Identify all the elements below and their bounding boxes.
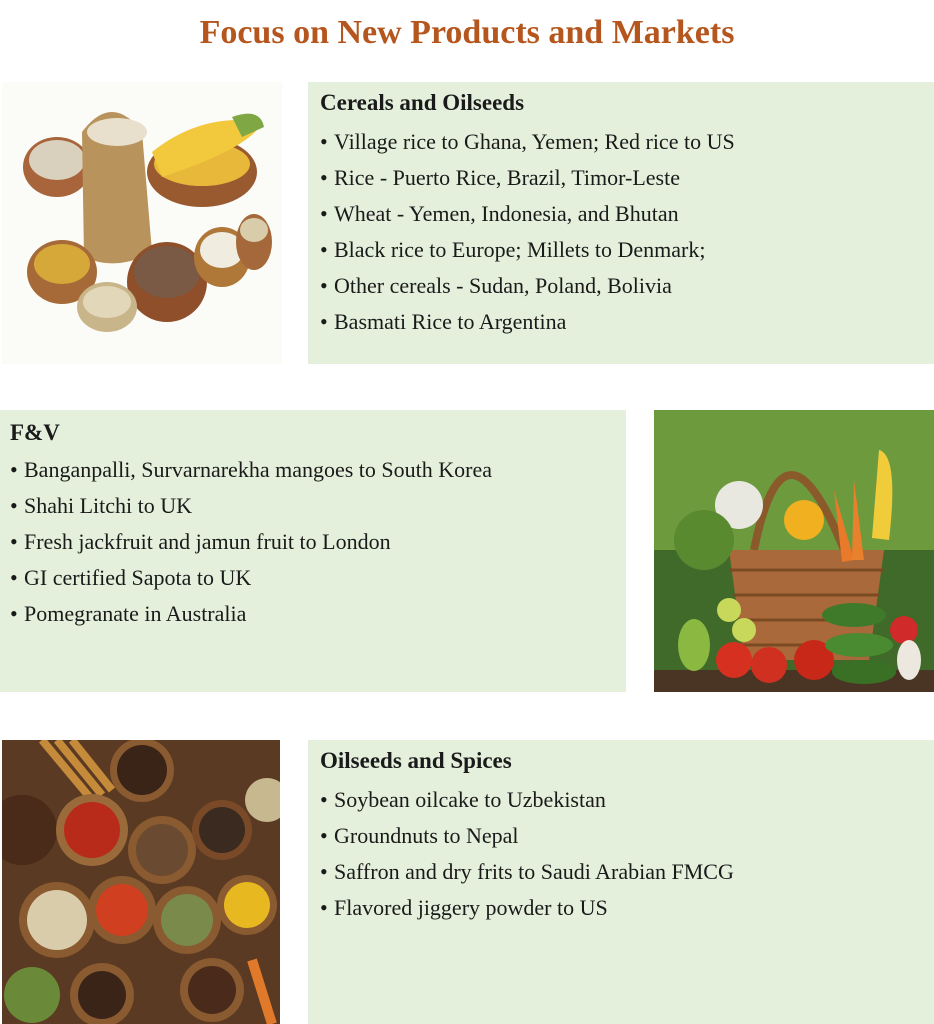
cereals-panel: [308, 82, 934, 364]
cereals-heading: Cereals and Oilseeds: [320, 90, 525, 115]
list-item: • Rice - Puerto Rice, Brazil, Timor-Leste: [320, 165, 680, 190]
cereals-list: [320, 124, 922, 340]
list-item: • Banganpalli, Survarnarekha mangoes to South Korea: [10, 457, 492, 482]
spices-bowls-image: [2, 740, 280, 1024]
spices-panel: [308, 740, 934, 1024]
vegetable-basket-image: [654, 410, 934, 692]
list-item: • Pomegranate in Australia: [10, 601, 247, 626]
list-item: • Village rice to Ghana, Yemen; Red rice to US: [320, 129, 735, 154]
fv-list: [10, 454, 612, 630]
spices-list: [320, 782, 922, 926]
cereals-grains-image: [2, 82, 282, 364]
list-item: • Flavored jiggery powder to US: [320, 895, 608, 920]
spices-heading: Oilseeds and Spices: [320, 748, 512, 773]
list-item: • Fresh jackfruit and jamun fruit to London: [10, 529, 391, 554]
list-item: • Other cereals - Sudan, Poland, Bolivia: [320, 273, 672, 298]
list-item: • Black rice to Europe; Millets to Denmark;: [320, 237, 706, 262]
fv-panel: [0, 410, 626, 692]
list-item: • GI certified Sapota to UK: [10, 565, 252, 590]
list-item: • Groundnuts to Nepal: [320, 823, 519, 848]
list-item: • Shahi Litchi to UK: [10, 493, 193, 518]
list-item: • Basmati Rice to Argentina: [320, 309, 567, 334]
fv-heading: F&V: [10, 420, 60, 445]
page-title: Focus on New Products and Markets: [199, 14, 735, 51]
list-item: • Wheat - Yemen, Indonesia, and Bhutan: [320, 201, 679, 226]
list-item: • Soybean oilcake to Uzbekistan: [320, 787, 606, 812]
list-item: • Saffron and dry frits to Saudi Arabian FMCG: [320, 859, 734, 884]
